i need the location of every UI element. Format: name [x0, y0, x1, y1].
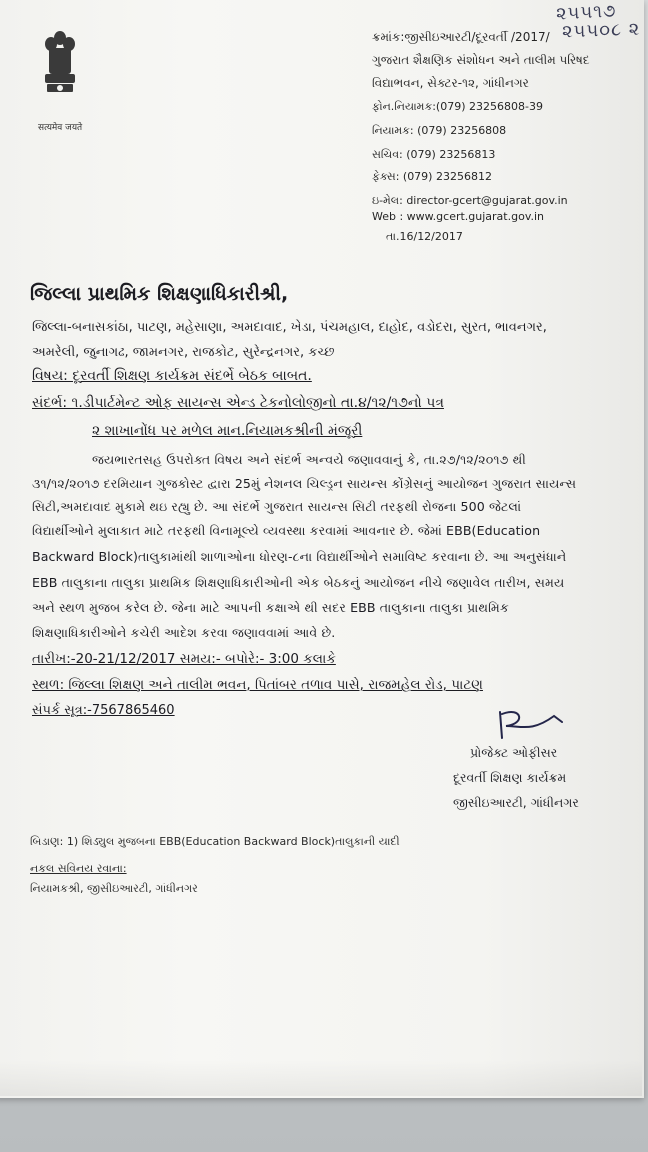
body-line-2: ૩૧/૧૨/૨૦૧૭ દરમિયાન ગુજકોસ્ટ દ્વારા 25મું નેશનલ ચિલ્ડ્રન સાયન્સ કોંગ્રેસનું આયોજન ગુજરાત સાયન્સ	[32, 476, 577, 491]
website-url: Web : www.gcert.gujarat.gov.in	[372, 210, 545, 223]
phone-niyamak: નિયામક: (079) 23256808	[372, 124, 507, 137]
copy-to-label: નકલ સવિનય રવાના:	[30, 862, 127, 875]
body-line-4: વિદ્યાર્થીઓને મુલાકાત માટે તરફથી વિનામૂલ્યે વ્યવસ્થા કરવામાં આવનાર છે. જેમાં EBB(Education	[32, 523, 541, 538]
meeting-date-time: તારીખ:-20-21/12/2017 સમય:- બપોરે:- 3:00 કલાકે	[32, 651, 336, 667]
national-emblem-icon	[40, 28, 80, 112]
body-line-8: શિક્ષણાધિકારીઓને કચેરી આદેશ કરવા જણાવવામાં આવે છે.	[32, 625, 336, 640]
reference-line-1: સંદર્ભ: ૧.ડીપાર્ટમેન્ટ ઓફ સાયન્સ એન્ડ ટેકનોલોજીનો તા.૪/૧૨/૧૭નો પત્ર	[32, 395, 444, 411]
paper-shadow	[0, 1060, 642, 1096]
body-line-3: સિટી,અમદાવાદ મુકામે થઇ રહ્યુ છે. આ સંદર્ભે ગુજરાત સાયન્સ સિટી તરફથી રોજના 500 જેટલાં	[32, 499, 522, 514]
signatory-title: પ્રોજેક્ટ ઓફીસર	[470, 745, 558, 760]
enclosure-note: બિડાણ: 1) શિડ્યુલ મુજબના EBB(Education Backward Block)તાલુકાની યાદી	[30, 835, 400, 848]
organization-address: વિદ્યાભવન, સેક્ટર-૧૨, ગાંધીનગર	[372, 76, 529, 90]
meeting-venue: સ્થળ: જિલ્લા શિક્ષણ અને તાલીમ ભવન, પિતાંબર તળાવ પાસે, રાજમહેલ રોડ, પાટણ	[32, 677, 483, 693]
emblem-caption: सत्यमेव जयते	[38, 123, 83, 133]
subject-line: વિષય: દૂરવર્તી શિક્ષણ કાર્યક્રમ સંદર્ભે બેઠક બાબત.	[32, 368, 312, 384]
district-list-line-2: અમરેલી, જુનાગઢ, જામનગર, રાજકોટ, સુરેન્દ્રનગર, કચ્છ	[32, 345, 335, 360]
reference-number: ક્રમાંક:જીસીઇઆરટી/દૂરવર્તી /2017/	[372, 30, 550, 44]
contact-number: સંપર્ક સૂત્ર:-7567865460	[32, 703, 175, 718]
body-line-1: જયભારતસહ ઉપરોક્ત વિષય અને સંદર્ભ અન્વયે જણાવવાનું કે, તા.૨૭/૧૨/૨૦૧૭ થી	[92, 452, 526, 467]
phone-secretary: સચિવ: (079) 23256813	[372, 148, 496, 161]
email-address: ઇ-મેલ: director-gcert@gujarat.gov.in	[372, 194, 568, 207]
organization-name: ગુજરાત શૈક્ષણિક સંશોધન અને તાલીમ પરિષદ	[372, 53, 590, 67]
handwritten-ref-top: ૨૫૫૧૭	[555, 0, 618, 25]
body-line-7: અને સ્થળ મુજબ કરેલ છે. જેના માટે આપની કક્ષાએ થી સદર EBB તાલુકાના તાલુકા પ્રાથમિક	[32, 600, 509, 615]
fax-number: ફેક્સ: (079) 23256812	[372, 170, 492, 183]
handwritten-ref-bottom: ૨૫૫૦૮ ૨	[561, 18, 641, 43]
district-list-line-1: જિલ્લા-બનાસકાંઠા, પાટણ, મહેસાણા, અમદાવાદ, ખેડા, પંચમહાલ, દાહોદ, વડોદરા, સુરત, ભાવનગર,	[32, 320, 547, 335]
letter-date: તા.16/12/2017	[386, 230, 463, 243]
signatory-office: જીસીઇઆરટી, ગાંધીનગર	[453, 795, 579, 810]
body-line-6: EBB તાલુકાના તાલુકા પ્રાથમિક શિક્ષણાધિકારીઓની એક બેઠકનું આયોજન નીચે જણાવેલ તારીખ, સમય	[32, 575, 565, 590]
phone-director: ફોન.નિયામક:(079) 23256808-39	[372, 100, 543, 113]
body-line-5: Backward Block)તાલુકામાંથી શાળાઓના ધોરણ-૮ના વિદ્યાર્થીઓને સમાવિષ્ટ કરવાના છે. આ અનુસંધાને	[32, 549, 567, 564]
signature-scribble	[492, 708, 572, 740]
reference-line-2: ૨ શાખાનોંધ પર મળેલ માન.નિયામકશ્રીની મંજૂરી	[92, 423, 363, 439]
addressee: જિલ્લા પ્રાથમિક શિક્ષણાધિકારીશ્રી,	[30, 283, 289, 305]
copy-to-recipient: નિયામકશ્રી, જીસીઇઆરટી, ગાંધીનગર	[30, 882, 198, 895]
signatory-program: દૂરવર્તી શિક્ષણ કાર્યક્રમ	[453, 770, 567, 785]
